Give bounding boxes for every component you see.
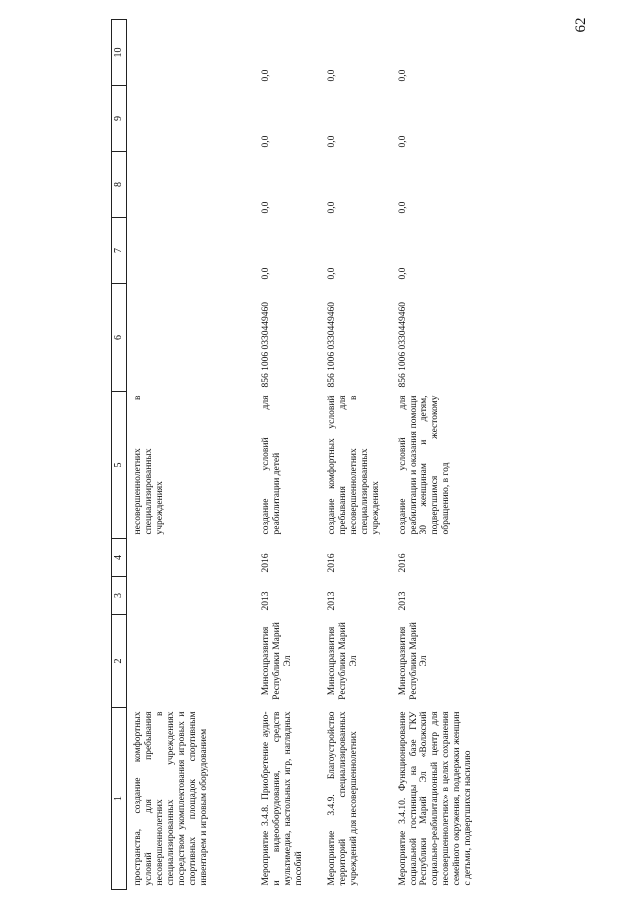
- table-row: [255, 20, 321, 890]
- measure-name-cell: пространства, создание комфортных условий для пребывания несовершеннолетних в специализированных учреждениях посредством укомплектования игровых и спортивных площадок спортивным инвентарем и игровым оборудованием: [133, 711, 209, 886]
- column-header: 9: [112, 86, 127, 152]
- executor-cell: Минсоцразвития Республики Марий Эл: [397, 622, 430, 700]
- end-year-cell: 2016: [327, 553, 337, 573]
- column-header: 1: [112, 708, 127, 890]
- start-year-cell: 2013: [327, 591, 337, 611]
- start-year-cell: 2013: [261, 591, 271, 611]
- table-row: [321, 20, 392, 890]
- end-year-cell: [127, 539, 256, 577]
- table-row: [127, 20, 256, 890]
- value-cell: [127, 152, 256, 218]
- value-cell: [127, 218, 256, 284]
- table-row: [392, 20, 538, 890]
- measure-name-cell: Мероприятие 3.4.10. Функционирование социальной гостиницы на базе ГКУ Республики Марий Эл «Волжский социально-реабилитационный центр для несовершеннолетних» в целях сохранения семейного окружения, поддержки женщин с детьми, подвергшихся насилию: [397, 711, 474, 886]
- column-header: 10: [112, 20, 127, 86]
- table-header-row: [112, 20, 127, 890]
- expected-result-cell: несовершеннолетних в специализированных учреждениях: [133, 395, 165, 535]
- column-header: 8: [112, 152, 127, 218]
- start-year-cell: [127, 577, 256, 615]
- page-number: 62: [573, 17, 589, 33]
- value-cell: 0,0: [327, 135, 337, 148]
- budget-code-cell: 856 1006 0330449460: [261, 302, 271, 388]
- start-year-cell: 2013: [397, 591, 408, 611]
- executor-cell: [127, 615, 256, 708]
- value-cell: 0,0: [261, 267, 271, 280]
- value-cell: 0,0: [397, 201, 408, 214]
- value-cell: 0,0: [397, 135, 408, 148]
- expected-result-cell: создание условий для реабилитации и оказания помощи 30 женщинам и детям, подвергшимся жестокому обращению, в год: [397, 395, 452, 535]
- executor-cell: Минсоцразвития Республики Марий Эл: [327, 622, 359, 700]
- column-header: 4: [112, 539, 127, 577]
- expected-result-cell: создание условий для реабилитации детей: [261, 395, 282, 535]
- value-cell: 0,0: [327, 201, 337, 214]
- value-cell: 0,0: [261, 201, 271, 214]
- measure-name-cell: Мероприятие 3.4.9. Благоустройство территорий специализированных учреждений для несовершеннолетних: [327, 711, 359, 886]
- column-header: 6: [112, 284, 127, 392]
- value-cell: 0,0: [327, 267, 337, 280]
- budget-code-cell: 856 1006 0330449460: [397, 302, 408, 388]
- program-measures-table: [111, 19, 538, 890]
- end-year-cell: 2016: [397, 553, 408, 573]
- column-header: 7: [112, 218, 127, 284]
- expected-result-cell: создание комфортных условий пребывания для несовершеннолетних в специализированных учреждениях: [327, 395, 381, 535]
- value-cell: [127, 20, 256, 86]
- end-year-cell: 2016: [261, 553, 271, 573]
- budget-code-cell: 856 1006 0330449460: [327, 302, 337, 388]
- column-header: 3: [112, 577, 127, 615]
- value-cell: 0,0: [397, 69, 408, 82]
- value-cell: 0,0: [261, 135, 271, 148]
- value-cell: 0,0: [327, 69, 337, 82]
- measure-name-cell: Мероприятие 3.4.8. Приобретение аудио- и видеооборудования, средств мультимедиа, настольных игр, наглядных пособий: [261, 711, 304, 886]
- budget-code-cell: [127, 284, 256, 392]
- value-cell: 0,0: [397, 267, 408, 280]
- column-header: 2: [112, 615, 127, 708]
- executor-cell: Минсоцразвития Республики Марий Эл: [261, 622, 293, 700]
- value-cell: 0,0: [261, 69, 271, 82]
- value-cell: [127, 86, 256, 152]
- rotated-table-container: [111, 20, 531, 890]
- column-header: 5: [112, 392, 127, 539]
